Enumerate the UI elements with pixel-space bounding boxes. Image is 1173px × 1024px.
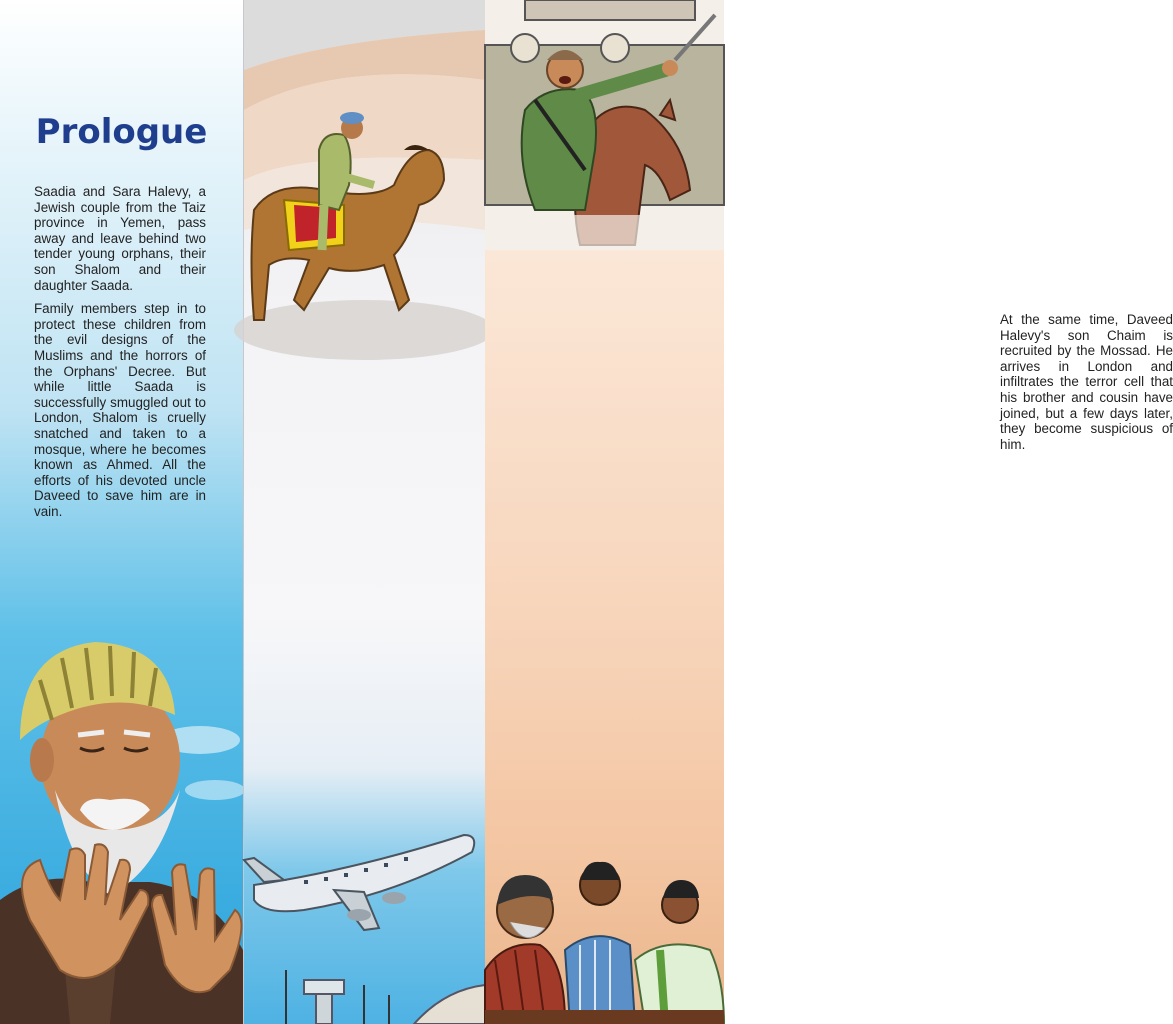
column-1-text [34, 184, 206, 527]
paragraph: At the same time, Daveed Halevy's son Chaim is recruited by the Mossad. He arrives in London and infiltrates the terror cell that his brother and cousin have joined, but a few days later, they become suspicious of him. [1000, 312, 1173, 452]
column-2 [243, 0, 486, 1024]
old-man-illustration [0, 620, 243, 1024]
horse-rider-illustration [244, 0, 485, 360]
soldier-on-horse-illustration [485, 0, 724, 250]
page-title: Prologue [35, 112, 208, 152]
column-1 [0, 0, 243, 1024]
column-3-text [1000, 312, 1173, 460]
three-men-illustration [485, 850, 724, 1024]
airplane-illustration [244, 820, 485, 1024]
column-3 [485, 0, 1173, 1024]
paragraph: Family members step in to protect these children from the evil designs of the Muslims and the horrors of the Orphans' Decree. But while little Saada is successfully smuggled out to London, Shalom is cruelly snatched and taken to a mosque, where he becomes known as Ahmed. All the efforts of his devoted uncle Daveed to save him are in vain. [34, 301, 206, 519]
paragraph: Saadia and Sara Halevy, a Jewish couple from the Taiz province in Yemen, pass away and leave behind two tender young orphans, their son Shalom and their daughter Saada. [34, 184, 206, 293]
